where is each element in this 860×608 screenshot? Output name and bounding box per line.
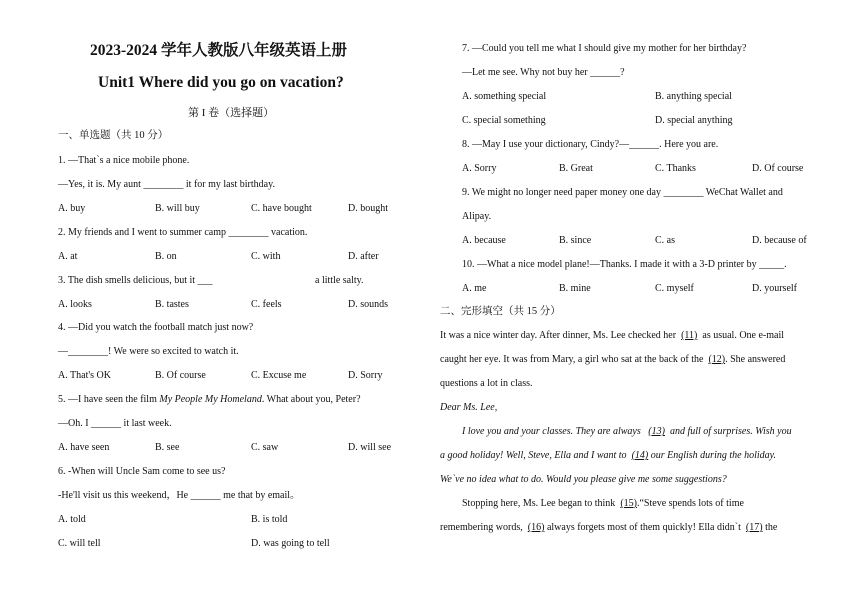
q9-option-d[interactable]: D. because of	[752, 235, 807, 246]
q9-stem: 9. We might no longer need paper money one day ________ WeChat Wallet and	[462, 187, 783, 198]
q6-option-d[interactable]: D. was going to tell	[251, 538, 330, 549]
q1-stem: 1. —That`s a nice mobile phone.	[58, 155, 190, 166]
letter-greeting: Dear Ms. Lee,	[440, 402, 498, 413]
q5-line2: —Oh. I ______ it last week.	[58, 418, 172, 429]
q5-option-a[interactable]: A. have seen	[58, 442, 110, 453]
blank-11[interactable]: (11)	[681, 330, 698, 341]
q2-stem: 2. My friends and I went to summer camp ________ vacation.	[58, 227, 308, 238]
q4-option-b[interactable]: B. Of course	[155, 370, 206, 381]
q5-stem	[58, 394, 361, 406]
q2-option-d[interactable]: D. after	[348, 251, 379, 262]
q3-stem-tail: a little salty.	[315, 275, 364, 286]
q8-option-a[interactable]: A. Sorry	[462, 163, 497, 174]
passage-text: as usual. One e-mail	[702, 330, 785, 341]
q9-line2: Alipay.	[462, 211, 492, 222]
passage-text: .“Steve spends lots of time	[636, 498, 744, 509]
q8-option-c[interactable]: C. Thanks	[655, 163, 696, 174]
q3-option-c[interactable]: C. feels	[251, 299, 282, 310]
passage-text: It was a nice winter day. After dinner, Ms. Lee checked her	[440, 330, 677, 341]
passage-line-2	[440, 354, 785, 366]
blank-16[interactable]: (16)	[527, 522, 545, 533]
q1-option-b[interactable]: B. will buy	[155, 203, 200, 214]
q4-option-a[interactable]: A. That's OK	[58, 370, 112, 381]
q9-option-c[interactable]: C. as	[655, 235, 675, 246]
q1-option-c[interactable]: C. have bought	[251, 203, 312, 214]
passage-text: caught her eye. It was from Mary, a girl who sat at the back of the	[440, 354, 704, 365]
blank-17[interactable]: (17)	[745, 522, 763, 533]
q5-option-d[interactable]: D. will see	[348, 442, 392, 453]
q2-option-c[interactable]: C. with	[251, 251, 281, 262]
q4-line2: —________! We were so excited to watch it.	[58, 346, 239, 357]
q9-option-a[interactable]: A. because	[462, 235, 506, 246]
blank-14[interactable]: (14)	[631, 450, 649, 461]
q9-option-b[interactable]: B. since	[559, 235, 592, 246]
letter-text: our English during the holiday.	[650, 450, 777, 461]
q3-stem: 3. The dish smells delicious, but it ___	[58, 275, 213, 286]
letter-line-2	[440, 450, 776, 462]
passage-line-5	[440, 522, 777, 534]
q1-option-a[interactable]: A. buy	[58, 203, 86, 214]
letter-text: I love you and your classes. They are always	[462, 426, 641, 437]
part-label: 第 I 卷（选择题）	[188, 107, 275, 119]
q1-line2: —Yes, it is. My aunt ________ it for my last birthday.	[58, 179, 275, 190]
passage-line-3: questions a lot in class.	[440, 378, 533, 389]
q8-stem: 8. —May I use your dictionary, Cindy?—______. Here you are.	[462, 139, 719, 150]
passage-text: . She answered	[725, 354, 786, 365]
q10-option-c[interactable]: C. myself	[655, 283, 694, 294]
q8-option-d[interactable]: D. Of course	[752, 163, 804, 174]
section1-title: 一、单选题（共 10 分）	[58, 130, 169, 141]
q3-option-a[interactable]: A. looks	[58, 299, 92, 310]
q3-option-d[interactable]: D. sounds	[348, 299, 389, 310]
q3-option-b[interactable]: B. tastes	[155, 299, 189, 310]
blank-12[interactable]: (12)	[708, 354, 726, 365]
q5-film-title: My People My Homeland	[159, 394, 262, 405]
blank-15[interactable]: (15)	[620, 498, 637, 509]
q7-option-c[interactable]: C. special something	[462, 115, 546, 126]
q8-option-b[interactable]: B. Great	[559, 163, 593, 174]
letter-line-3: We`ve no idea what to do. Would you please give me some suggestions?	[440, 474, 727, 485]
q4-stem: 4. —Did you watch the football match just now?	[58, 322, 254, 333]
q6-line2: -He'll visit us this weekend，He ______ me that by email。	[58, 490, 301, 501]
q6-stem: 6. -When will Uncle Sam come to see us?	[58, 466, 226, 477]
q5-stem-b: . What about you, Peter?	[261, 394, 361, 405]
letter-text: a good holiday! Well, Steve, Ella and I want to	[440, 450, 627, 461]
q2-option-b[interactable]: B. on	[155, 251, 177, 262]
passage-line-1	[440, 330, 784, 342]
blank-13[interactable]: (13)	[648, 426, 665, 437]
q10-option-d[interactable]: D. yourself	[752, 283, 797, 294]
q4-option-d[interactable]: D. Sorry	[348, 370, 383, 381]
passage-text: always forgets most of them quickly! Ella didn`t	[546, 522, 741, 533]
q4-option-c[interactable]: C. Excuse me	[251, 370, 307, 381]
q1-option-d[interactable]: D. bought	[348, 203, 388, 214]
q7-option-b[interactable]: B. anything special	[655, 91, 732, 102]
q10-option-a[interactable]: A. me	[462, 283, 487, 294]
letter-text: and full of surprises. Wish you	[669, 426, 792, 437]
q7-option-a[interactable]: A. something special	[462, 91, 547, 102]
section2-title: 二、完形填空（共 15 分）	[440, 306, 561, 317]
q7-option-d[interactable]: D. special anything	[655, 115, 733, 126]
letter-line-1	[462, 426, 792, 438]
q10-option-b[interactable]: B. mine	[559, 283, 591, 294]
q5-option-b[interactable]: B. see	[155, 442, 180, 453]
q5-option-c[interactable]: C. saw	[251, 442, 279, 453]
page-title: 2023-2024 学年人教版八年级英语上册	[90, 42, 348, 59]
passage-line-4	[462, 498, 744, 510]
passage-text: the	[765, 522, 778, 533]
passage-text: Stopping here, Ms. Lee began to think	[462, 498, 616, 509]
q7-stem: 7. —Could you tell me what I should give my mother for her birthday?	[462, 43, 747, 54]
q6-option-c[interactable]: C. will tell	[58, 538, 101, 549]
q6-option-b[interactable]: B. is told	[251, 514, 288, 525]
q10-stem: 10. —What a nice model plane!—Thanks. I made it with a 3-D printer by _____.	[462, 259, 787, 270]
q6-option-a[interactable]: A. told	[58, 514, 86, 525]
q5-stem-a: 5. —I have seen the film	[58, 394, 160, 405]
q7-line2: —Let me see. Why not buy her ______?	[462, 67, 625, 78]
q2-option-a[interactable]: A. at	[58, 251, 78, 262]
unit-title: Unit1 Where did you go on vacation?	[98, 74, 344, 91]
passage-text: remembering words,	[440, 522, 523, 533]
